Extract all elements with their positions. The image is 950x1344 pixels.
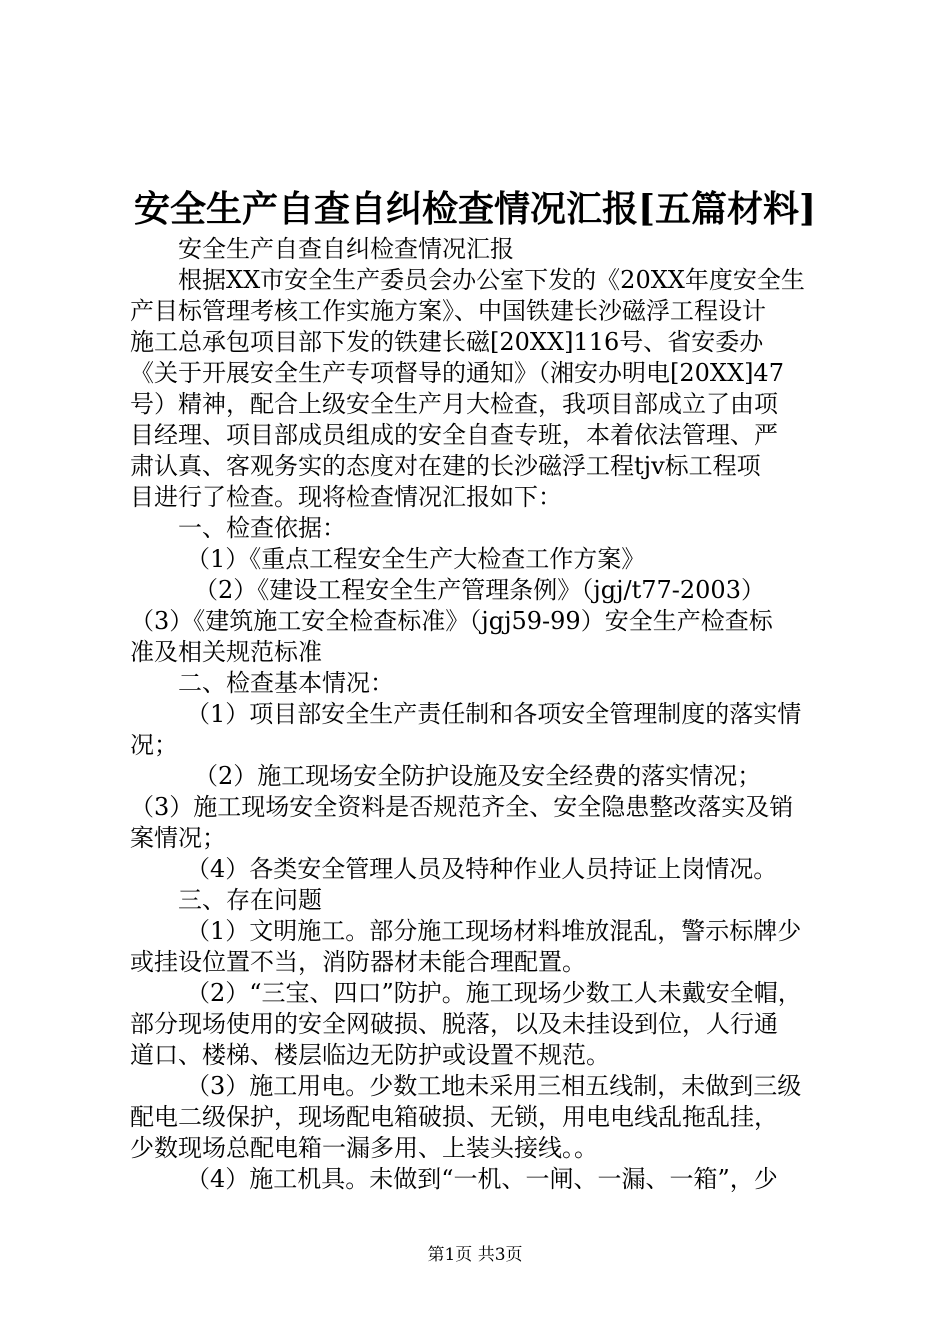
list-item: （4）施工机具。未做到“一机、一闸、一漏、一箱”，少: [186, 1165, 778, 1193]
list-item: （3）《建筑施工安全检查标准》（jgj59-99）安全生产检查标: [130, 607, 773, 635]
section-heading: 二、检查基本情况：: [178, 669, 394, 697]
section-heading: 一、检查依据：: [178, 514, 346, 542]
section-heading: 三、存在问题: [178, 886, 322, 914]
paragraph-line: 产目标管理考核工作实施方案》、中国铁建长沙磁浮工程设计: [130, 297, 766, 325]
paragraph-line: 《关于开展安全生产专项督导的通知》（湘安办明电[20XX]47: [130, 359, 784, 387]
list-item: （2）“三宝、四口”防护。施工现场少数工人未戴安全帽，: [186, 979, 802, 1007]
list-item: （4）各类安全管理人员及特种作业人员持证上岗情况。: [186, 855, 778, 883]
paragraph-line: 肃认真、客观务实的态度对在建的长沙磁浮工程tjv标工程项: [130, 452, 761, 480]
paragraph-line: 施工总承包项目部下发的铁建长磁[20XX]116号、省安委办: [130, 328, 764, 356]
paragraph-line: 号）精神，配合上级安全生产月大检查，我项目部成立了由项: [130, 390, 778, 418]
list-item: （3）施工现场安全资料是否规范齐全、安全隐患整改落实及销: [130, 793, 794, 821]
paragraph-line: 少数现场总配电箱一漏多用、上装头接线。。: [130, 1134, 598, 1162]
paragraph-line: 部分现场使用的安全网破损、脱落，以及未挂设到位，人行通: [130, 1010, 778, 1038]
list-item: （3）施工用电。少数工地未采用三相五线制，未做到三级: [186, 1072, 802, 1100]
paragraph-line: 或挂设位置不当，消防器材未能合理配置。: [130, 948, 586, 976]
subtitle-line: 安全生产自查自纠检查情况汇报: [178, 235, 514, 263]
paragraph-line: 配电二级保护，现场配电箱破损、无锁，用电电线乱拖乱挂，: [130, 1103, 778, 1131]
page-footer: 第1页 共3页: [427, 1245, 523, 1265]
paragraph-line: 准及相关规范标准: [130, 638, 322, 666]
paragraph-line: 根据XX市安全生产委员会办公室下发的《20XX年度安全生: [178, 266, 805, 294]
list-item: （1）《重点工程安全生产大检查工作方案》: [186, 545, 646, 573]
paragraph-line: 案情况；: [130, 824, 226, 852]
paragraph-line: 目进行了检查。现将检查情况汇报如下：: [130, 483, 562, 511]
list-item: （1）项目部安全生产责任制和各项安全管理制度的落实情: [186, 700, 802, 728]
paragraph-line: 目经理、项目部成员组成的安全自查专班，本着依法管理、严: [130, 421, 778, 449]
list-item: （2）施工现场安全防护设施及安全经费的落实情况；: [194, 762, 762, 790]
list-item: （2）《建设工程安全生产管理条例》（jgj/t77-2003）: [194, 576, 765, 604]
paragraph-line: 道口、楼梯、楼层临边无防护或设置不规范。: [130, 1041, 610, 1069]
list-item: （1）文明施工。部分施工现场材料堆放混乱，警示标牌少: [186, 917, 802, 945]
document-title: 安全生产自查自纠检查情况汇报[五篇材料]: [133, 188, 817, 230]
paragraph-line: 况；: [130, 731, 178, 759]
document-body: [130, 234, 830, 1195]
